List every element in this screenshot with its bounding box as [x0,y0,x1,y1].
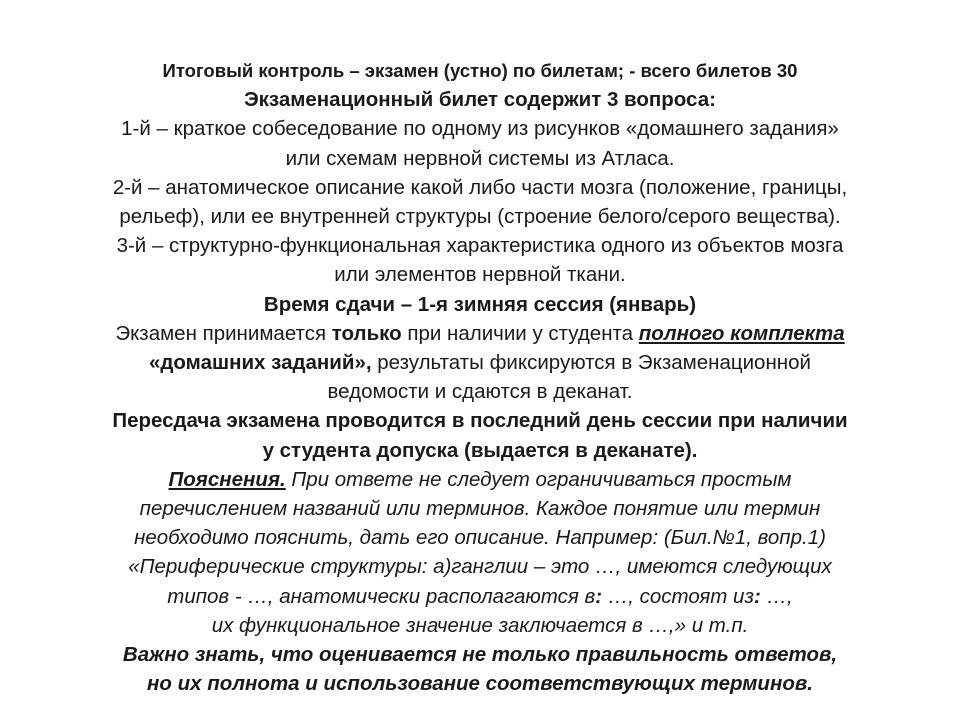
exam-deadline: Время сдачи – 1-я зимняя сессия (январь) [263,292,697,316]
question-3-line-2: или элементов нервной ткани. [334,263,626,287]
notes-line-3: необходимо пояснить, дать его описание. Например: (Бил.№1, вопр.1) [134,526,826,550]
acceptance-text-mid: при наличии у студента [401,321,639,345]
acceptance-only-emphasis: только [331,321,402,345]
acceptance-text-rest: результаты фиксируются в Экзаменационной [371,351,811,375]
acceptance-line-2 [40,348,920,377]
slide-content [40,56,920,698]
notes-colon-1: : [595,584,603,608]
important-line-1: Важно знать, что оценивается не только правильность ответов, [122,643,838,667]
question-3-line-1: 3-й – структурно-функциональная характеристика одного из объектов мозга [116,234,844,258]
acceptance-line-1 [40,319,920,348]
notes-text-b: …, состоят из [602,584,754,608]
notes-text-a: типов - …, анатомически располагаются в [167,584,596,608]
question-1-line-2: или схемам нервной системы из Атласа. [285,146,675,170]
question-1-line-1: 1-й – краткое собеседование по одному из рисунков «домашнего задания» [121,117,839,141]
acceptance-line-3: ведомости и сдаются в деканат. [327,380,633,404]
notes-line-4: «Периферические структуры: а)ганглии – это …, имеются следующих [128,555,832,579]
retake-line-2: у студента допуска (выдается в деканате). [262,438,698,462]
exam-summary-line: Итоговый контроль – экзамен (устно) по билетам; - всего билетов 30 [162,60,798,81]
notes-text-c: …, [760,584,793,608]
notes-colon-2: : [754,584,761,608]
exam-ticket-heading: Экзаменационный билет содержит 3 вопроса: [244,88,716,112]
important-line-2: но их полнота и использование соответствующих терминов. [147,672,813,696]
full-set-emphasis: полного комплекта [638,321,845,345]
retake-line-1: Пересдача экзамена проводится в последний день сессии при наличии [112,409,848,433]
homework-emphasis: «домашних заданий», [149,351,372,375]
acceptance-text: Экзамен принимается [115,321,332,345]
notes-heading: Пояснения. [168,467,286,491]
notes-line-6: их функциональное значение заключается в …,» и т.п. [211,613,749,637]
notes-line-1 [40,465,920,494]
question-2-line-2: рельеф), или ее внутренней структуры (строение белого/серого вещества). [119,205,841,229]
notes-text: При ответе не следует ограничиваться простым [285,467,792,491]
notes-line-5 [40,582,920,611]
question-2-line-1: 2-й – анатомическое описание какой либо части мозга (положение, границы, [112,175,848,199]
notes-line-2: перечислением названий или терминов. Каждое понятие или термин [139,497,821,521]
